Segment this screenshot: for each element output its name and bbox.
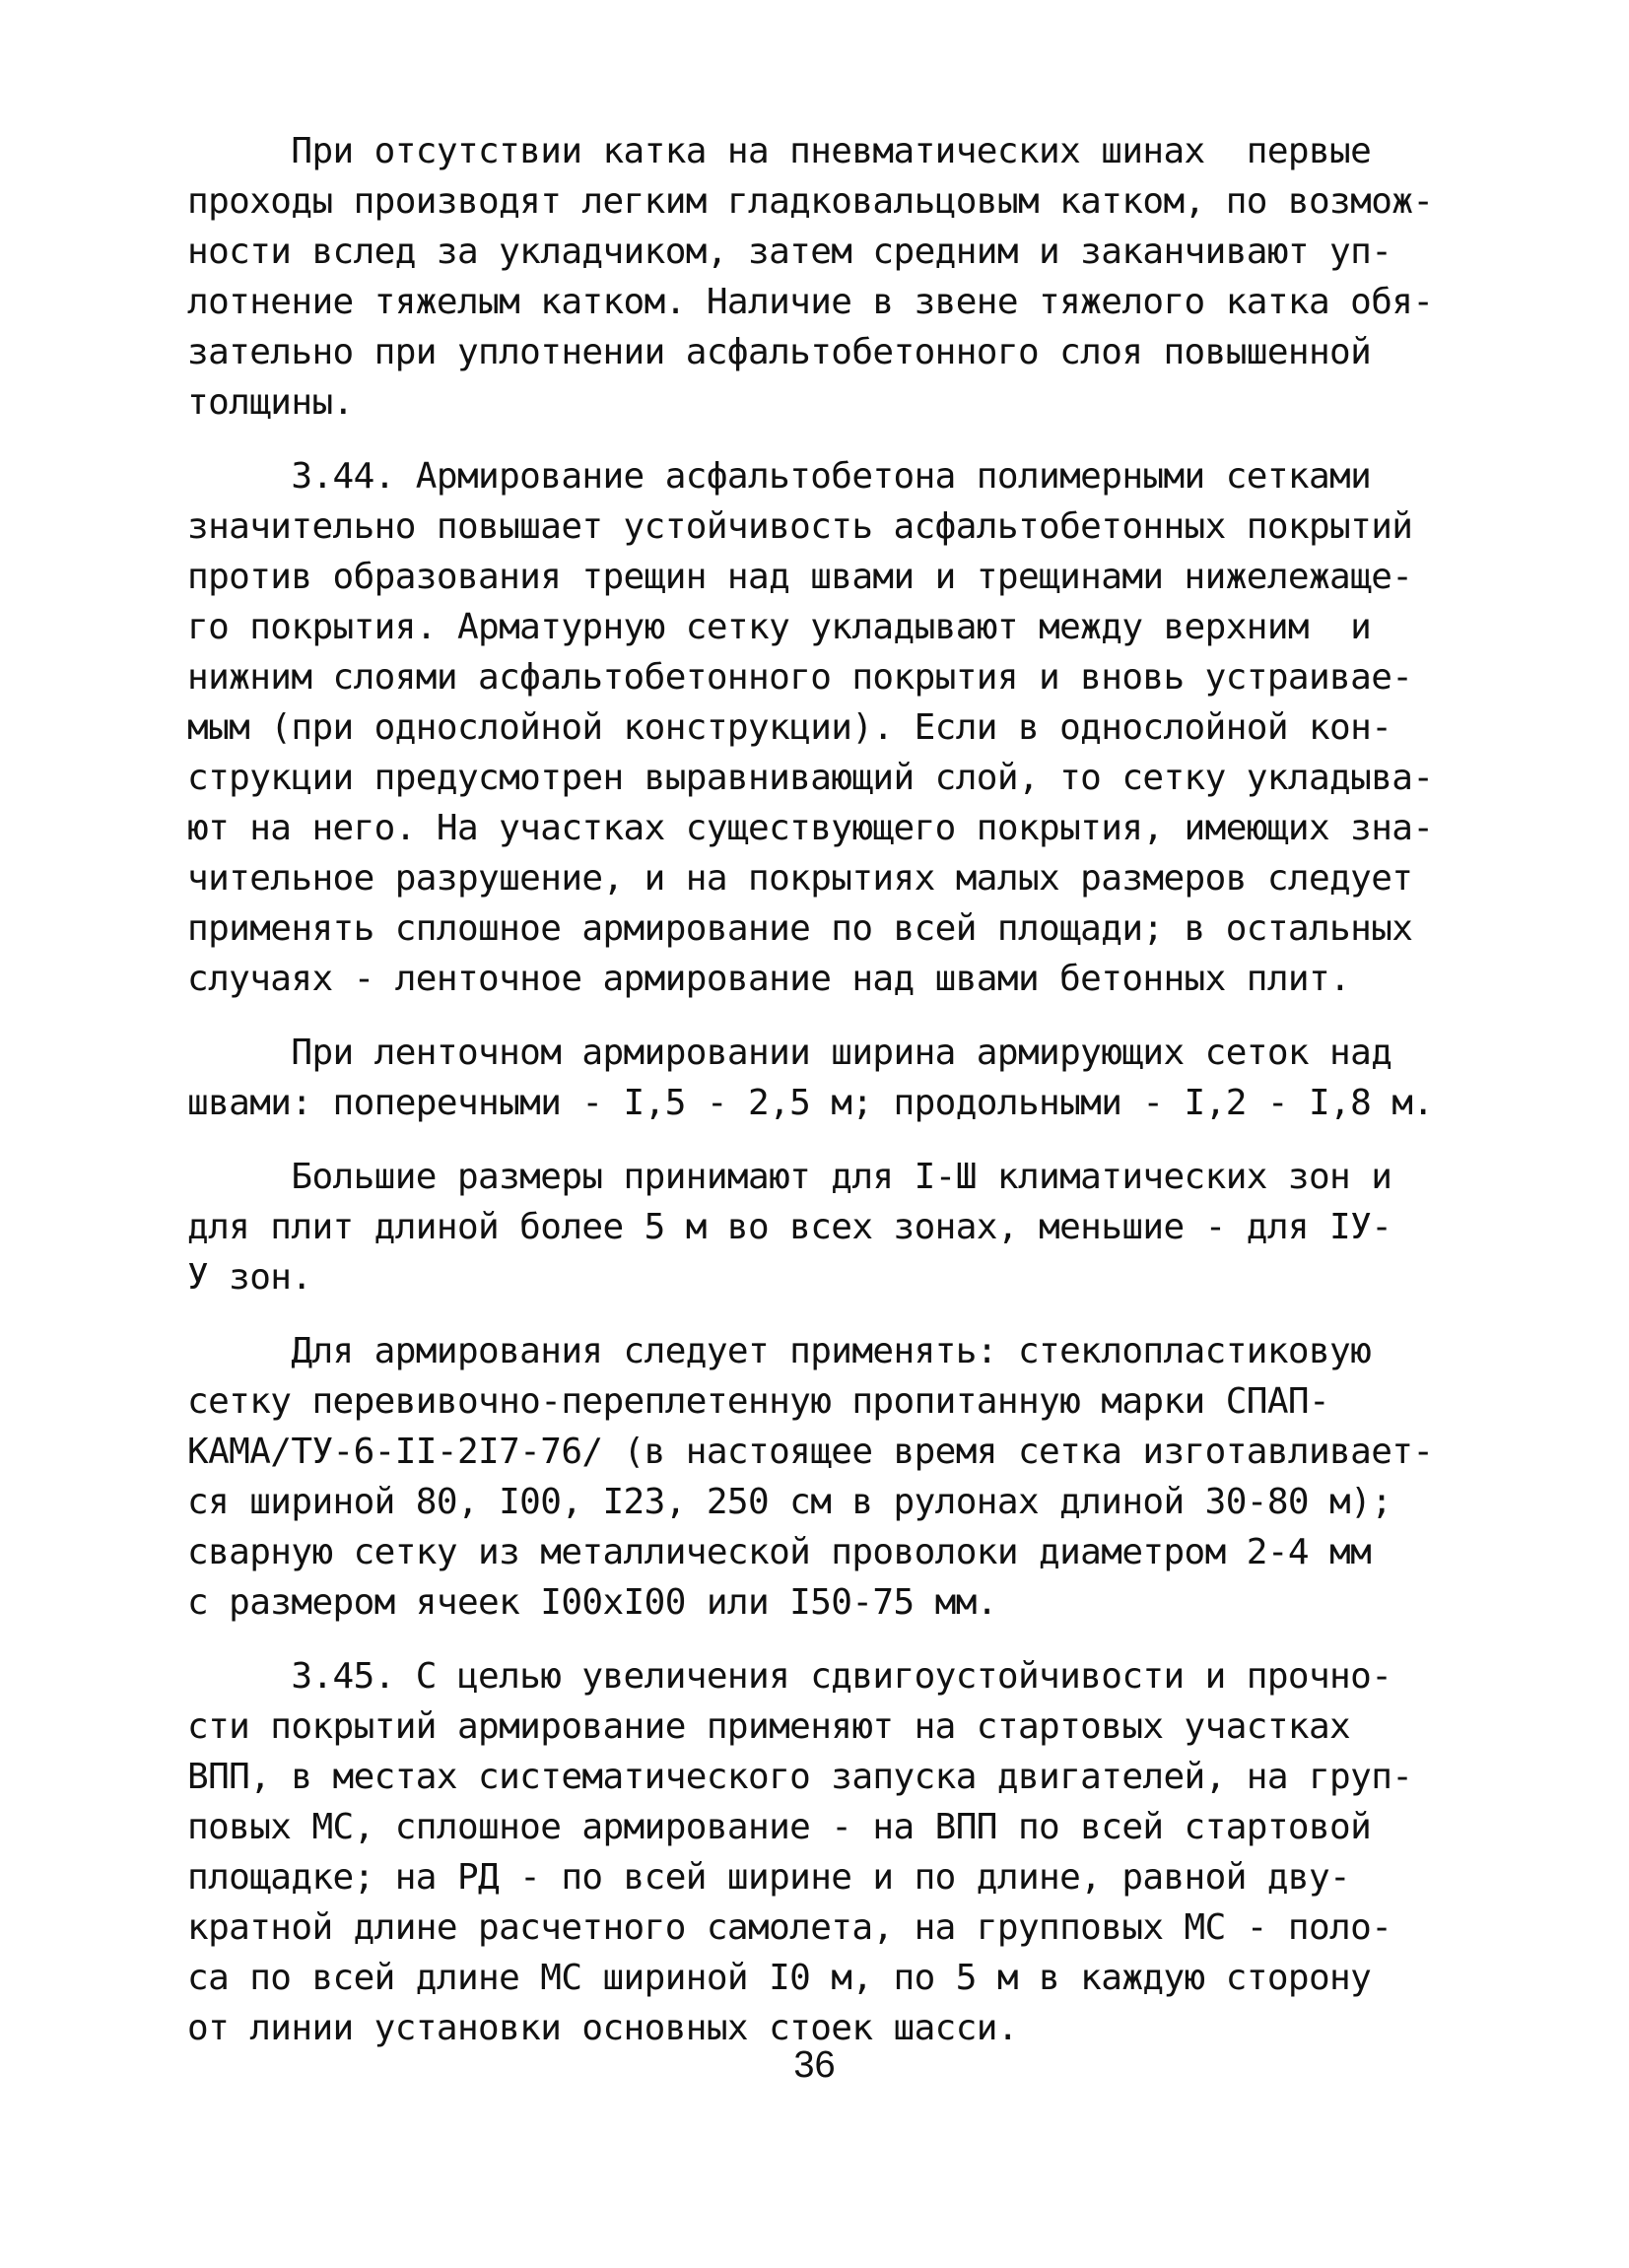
text-line: нижним слоями асфальтобетонного покрытия и вновь устраивае- — [187, 657, 1413, 698]
paragraph-3-45 — [187, 1651, 1439, 2053]
paragraph-climate-zones — [187, 1152, 1439, 1302]
text-line: против образования трещин над швами и трещинами нижележаще- — [187, 557, 1413, 597]
text-line: У зон. — [187, 1257, 312, 1298]
text-line: ВПП, в местах систематического запуска двигателей, на груп- — [187, 1757, 1413, 1797]
text-line: ся шириной 80, I00, I23, 250 см в рулонах длиной 30-80 м); — [187, 1482, 1392, 1522]
paragraph-3-44 — [187, 451, 1439, 1004]
body-text — [187, 126, 1439, 2077]
text-line: 3.45. С целью увеличения сдвигоустойчивости и прочно- — [187, 1656, 1392, 1697]
text-line: Для армирования следует применять: стеклопластиковую — [187, 1331, 1372, 1371]
text-line: Большие размеры принимают для I-Ш климатических зон и — [187, 1157, 1392, 1197]
text-line: площадке; на РД - по всей ширине и по длине, равной дву- — [187, 1857, 1351, 1898]
text-line: толщины. — [187, 382, 354, 423]
text-line: лотнение тяжелым катком. Наличие в звене тяжелого катка обя- — [187, 282, 1434, 322]
text-line: случаях - ленточное армирование над швами бетонных плит. — [187, 959, 1351, 999]
text-line: кратной длине расчетного самолета, на групповых МС - поло- — [187, 1907, 1392, 1948]
text-line: зательно при уплотнении асфальтобетонного слоя повышенной — [187, 332, 1372, 372]
text-line: значительно повышает устойчивость асфальтобетонных покрытий — [187, 506, 1413, 547]
text-line: сварную сетку из металлической проволоки диаметром 2-4 мм — [187, 1532, 1372, 1572]
text-line: повых МС, сплошное армирование - на ВПП по всей стартовой — [187, 1807, 1372, 1847]
paragraph-strip-width — [187, 1028, 1439, 1128]
text-line: 3.44. Армирование асфальтобетона полимерными сетками — [187, 456, 1372, 497]
text-line: са по всей длине МС шириной I0 м, по 5 м в каждую сторону — [187, 1958, 1372, 1998]
text-line: швами: поперечными - I,5 - 2,5 м; продольными - I,2 - I,8 м. — [187, 1083, 1434, 1123]
text-line: го покрытия. Арматурную сетку укладывают между верхним и — [187, 607, 1372, 647]
text-line: ют на него. На участках существующего покрытия, имеющих зна- — [187, 808, 1434, 848]
text-line: мым (при однослойной конструкции). Если в однослойной кон- — [187, 707, 1392, 748]
text-line: сти покрытий армирование применяют на стартовых участках — [187, 1706, 1351, 1747]
text-line: При ленточном армировании ширина армирующих сеток над — [187, 1033, 1392, 1073]
text-line: При отсутствии катка на пневматических шинах первые — [187, 131, 1372, 171]
text-line: с размером ячеек I00хI00 или I50-75 мм. — [187, 1582, 997, 1623]
text-line: применять сплошное армирование по всей площади; в остальных — [187, 908, 1413, 949]
text-line: КАМА/ТУ-6-II-2I7-76/ (в настоящее время сетка изготавливает- — [187, 1432, 1434, 1472]
text-line: для плит длиной более 5 м во всех зонах, меньшие - для IУ- — [187, 1207, 1392, 1247]
text-line: струкции предусмотрен выравнивающий слой, то сетку укладыва- — [187, 758, 1434, 798]
text-line: сетку перевивочно-переплетенную пропитанную марки СПАП- — [187, 1381, 1330, 1422]
text-line: ности вслед за укладчиком, затем средним и заканчивают уп- — [187, 232, 1392, 272]
text-line: проходы производят легким гладковальцовым катком, по возмож- — [187, 181, 1434, 222]
text-line: чительное разрушение, и на покрытиях малых размеров следует — [187, 858, 1413, 899]
paragraph-mesh-types — [187, 1326, 1439, 1628]
text-line: от линии установки основных стоек шасси. — [187, 2008, 1018, 2048]
paragraph-rolling-order — [187, 126, 1439, 428]
page-number: 36 — [793, 2044, 836, 2086]
